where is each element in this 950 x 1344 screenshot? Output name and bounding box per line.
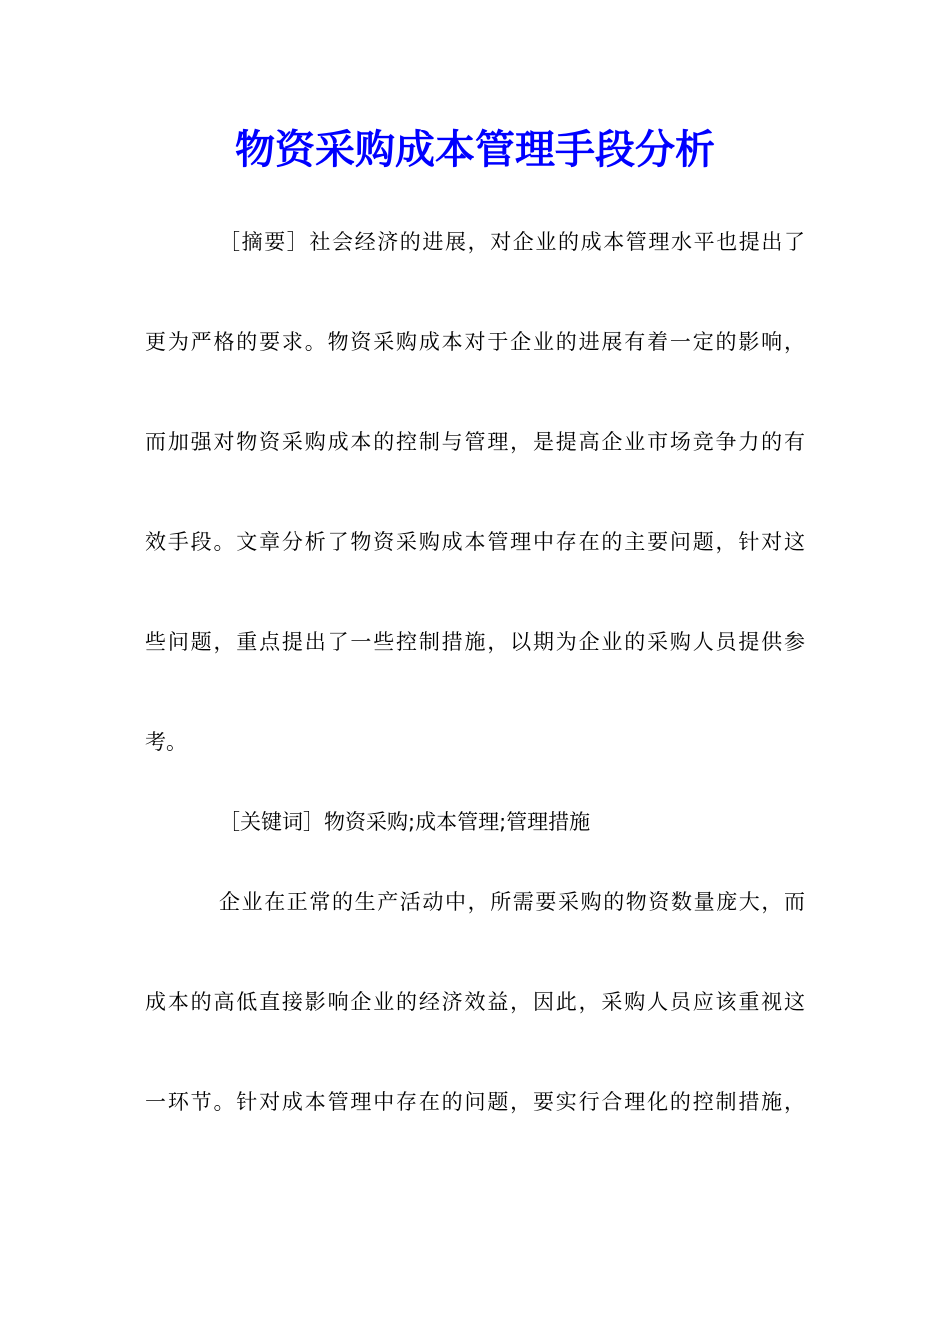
body-line-2: 成本的高低直接影响企业的经济效益，因此，采购人员应该重视这: [145, 990, 805, 1014]
keywords-line: ［关键词］物资采购;成本管理;管理措施: [219, 810, 591, 834]
document-title: 物资采购成本管理手段分析: [235, 126, 715, 173]
abstract-line-2: 更为严格的要求。物资采购成本对于企业的进展有着一定的影响，: [145, 330, 805, 354]
body-line-3: 一环节。针对成本管理中存在的问题，要实行合理化的控制措施，: [145, 1090, 805, 1114]
abstract-line-6: 考。: [145, 730, 187, 754]
abstract-line-5: 些问题，重点提出了一些控制措施，以期为企业的采购人员提供参: [145, 630, 805, 654]
abstract-line-4: 效手段。文章分析了物资采购成本管理中存在的主要问题，针对这: [145, 530, 805, 554]
abstract-line-1: ［摘要］社会经济的进展，对企业的成本管理水平也提出了: [219, 230, 805, 254]
body-line-1: 企业在正常的生产活动中，所需要采购的物资数量庞大，而: [219, 890, 805, 914]
abstract-line-3: 而加强对物资采购成本的控制与管理，是提高企业市场竞争力的有: [145, 430, 805, 454]
